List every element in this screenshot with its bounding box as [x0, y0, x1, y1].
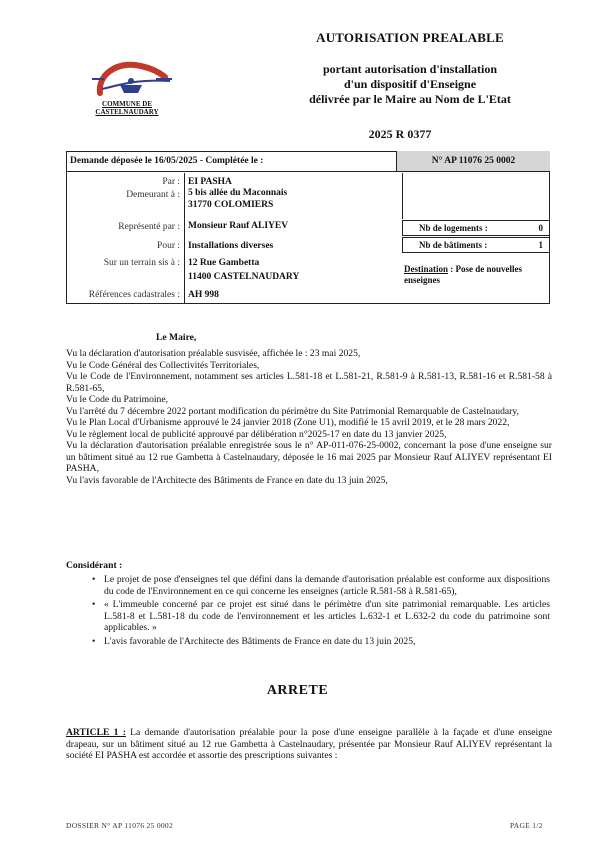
- document-subtitle: [280, 62, 540, 107]
- vu-item: Vu le Plan Local d'Urbanisme approuvé le 24 janvier 2018 (Zone U1), modifié le 15 avril 2019, et le 28 mars 2022,: [66, 417, 510, 428]
- batiments-label: Nb de bâtiments :: [419, 240, 488, 250]
- bullet-icon: •: [92, 599, 96, 610]
- footer-dossier: DOSSIER N° AP 11076 25 0002: [66, 821, 174, 830]
- logements-box: [402, 220, 550, 236]
- row-value-address-2: 31770 COLOMIERS: [188, 200, 274, 210]
- row-value-represente: Monsieur Rauf ALIYEV: [188, 221, 289, 231]
- le-maire: Le Maire,: [156, 332, 197, 343]
- considerant-title: Considérant :: [66, 560, 123, 571]
- vu-item: Vu le Code de l'Environnement, notamment ses articles L.581-18 et L.581-21, R.581-9 à R.581-13, R.581-16 et R.581-58 à R.581-65,: [66, 371, 552, 394]
- considerant-text: L'avis favorable de l'Architecte des Bâtiments de France en date du 13 juin 2025,: [104, 635, 416, 647]
- logo-caption: [72, 100, 182, 116]
- subtitle-line-2: d'un dispositif d'Enseigne: [343, 77, 477, 91]
- logements-label: Nb de logements :: [419, 223, 488, 233]
- batiments-box: [402, 237, 550, 253]
- vu-item: Vu le Code Général des Collectivités Territoriales,: [66, 359, 260, 371]
- row-label-pour: Pour :: [157, 241, 180, 251]
- vu-item: Vu l'arrêté du 7 décembre 2022 portant modification du périmètre du Site Patrimonial Remarquable de Castelnaudary,: [66, 405, 519, 417]
- considerant-item: [90, 636, 550, 648]
- row-value-terrain-1: 12 Rue Gambetta: [188, 258, 260, 268]
- table-divider-right: [402, 173, 403, 219]
- row-label-represente: Représenté par :: [118, 222, 180, 232]
- bullet-icon: •: [92, 635, 96, 647]
- considerant-list: [90, 574, 550, 649]
- row-label-terrain: Sur un terrain sis à :: [103, 258, 180, 268]
- row-label-cadastre: Références cadastrales :: [88, 290, 180, 300]
- logo-caption-line-1: COMMUNE DE: [102, 100, 152, 108]
- arrete-heading: ARRETE: [266, 683, 329, 698]
- vu-item: Vu la déclaration d'autorisation préalable susvisée, affichée le : 23 mai 2025,: [66, 348, 361, 359]
- row-value-pour: Installations diverses: [188, 241, 274, 251]
- vu-block: [66, 348, 552, 486]
- considerant-item: [90, 599, 550, 634]
- info-table-header: [66, 151, 550, 172]
- article-1-text: La demande d'autorisation préalable pour la pose d'une enseigne parallèle à la façade et d'une enseigne drapeau, sur un bâtiment situé au 12 rue Gambetta à Castelnaudary, présentée par Monsieur Rauf ALIYEV représentant la société EI PASHA est accordée et assortie des prescriptions suivantes :: [66, 727, 552, 761]
- row-value-address-1: 5 bis allée du Maconnais: [188, 188, 288, 198]
- subtitle-line-1: portant autorisation d'installation: [322, 62, 498, 76]
- considerant-item: [90, 574, 550, 597]
- vu-item: Vu la déclaration d'autorisation préalable enregistrée sous le n° AP-011-076-25-0002, concernant la pose d'une enseigne sur un bâtiment situé au 12 rue Gambetta à Castelnaudary, déposée le 16 mai 2025 par Monsieur Rauf ALIYEV représentant EI PASHA,: [66, 440, 552, 474]
- destination-value: : Pose de nouvelles enseignes: [404, 264, 523, 285]
- destination-label: Destination: [404, 264, 449, 274]
- row-value-cadastre: AH 998: [188, 290, 219, 300]
- destination: [404, 264, 549, 286]
- row-label-par: Par :: [162, 177, 180, 187]
- article-1: [66, 727, 552, 762]
- bullet-icon: •: [92, 574, 96, 585]
- row-value-par: EI PASHA: [188, 177, 232, 187]
- subtitle-line-3: délivrée par le Maire au Nom de L'Etat: [309, 92, 511, 106]
- row-label-demeurant: Demeurant à :: [126, 190, 180, 200]
- ap-number: N° AP 11076 25 0002: [396, 151, 550, 171]
- batiments-value: 1: [538, 240, 543, 250]
- logements-value: 0: [538, 223, 543, 233]
- vu-item: Vu le règlement local de publicité approuvé par délibération n°2025-17 en date du 13 janvier 2025,: [66, 428, 447, 440]
- article-1-label: ARTICLE 1 :: [66, 727, 126, 738]
- document-title: AUTORISATION PREALABLE: [316, 30, 504, 45]
- considerant-text: « L'immeuble concerné par ce projet est situé dans le périmètre d'un site patrimonial remarquable. Les articles L.581-8 et L.581-18 du code de l'environnement et les articles L.632-1 et L.632-2 du code du patrimoine sont applicables. »: [104, 599, 550, 633]
- row-value-terrain-2: 11400 CASTELNAUDARY: [188, 272, 300, 282]
- considerant-text: Le projet de pose d'enseignes tel que défini dans la demande d'autorisation préalable est conforme aux dispositions du code de l'Environnement en ce qui concerne les enseignes (article R.581-58 à R.581-65),: [104, 574, 550, 597]
- reference-number: 2025 R 0377: [368, 127, 432, 141]
- castelnaudary-emblem-icon: [80, 55, 180, 103]
- deposit-date: Demande déposée le 16/05/2025 - Complétée le :: [70, 156, 264, 166]
- vu-item: Vu le Code du Patrimoine,: [66, 394, 169, 405]
- table-divider: [184, 173, 185, 304]
- logo-caption-line-2: CASTELNAUDARY: [95, 108, 159, 116]
- vu-item: Vu l'avis favorable de l'Architecte des Bâtiments de France en date du 13 juin 2025,: [66, 474, 388, 486]
- footer-page: PAGE 1/2: [510, 821, 543, 830]
